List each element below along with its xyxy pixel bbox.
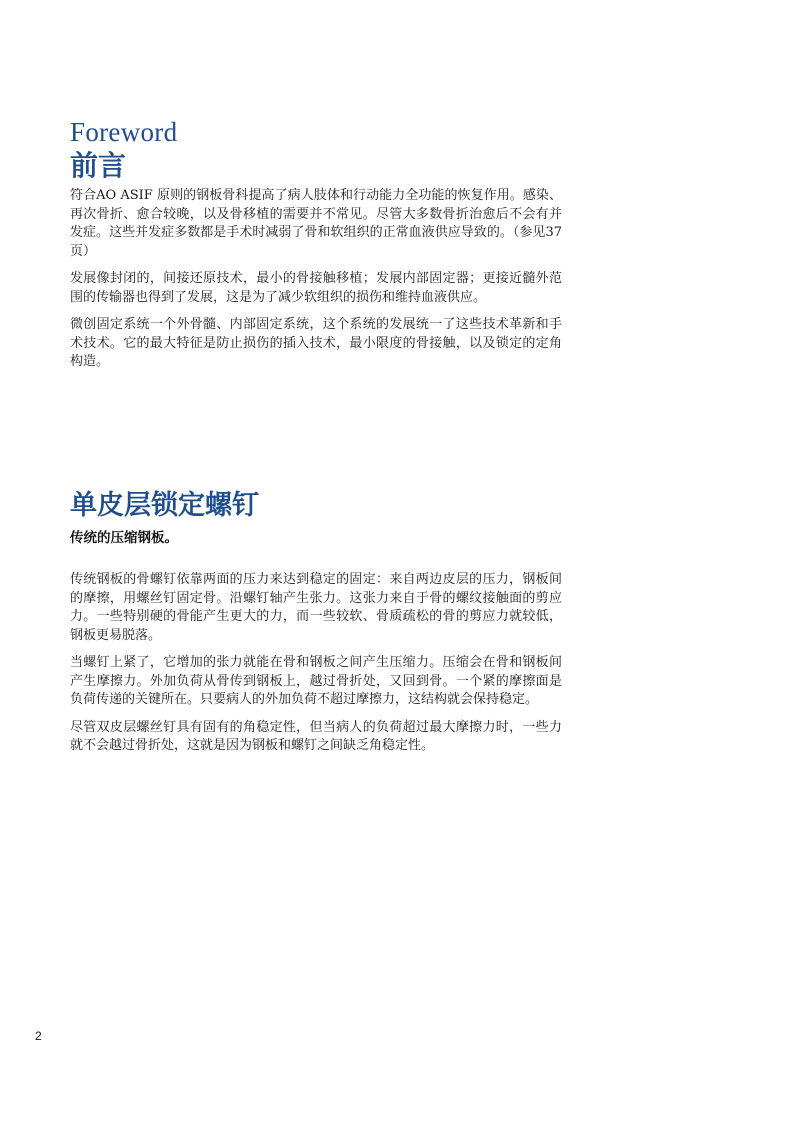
- foreword-title-cn: 前言: [70, 149, 127, 182]
- foreword-paragraph: 微创固定系统一个外骨髓、内部固定系统，这个系统的发展统一了这些技术革新和手术技术。它的最大特征是防止损伤的插入技术，最小限度的骨接触，以及锁定的定角构造。: [70, 317, 562, 369]
- page-number: 2: [35, 1029, 42, 1043]
- section-subtitle: 传统的压缩钢板。: [70, 530, 178, 546]
- section-paragraph: 当螺钉上紧了，它增加的张力就能在骨和钢板之间产生压缩力。压缩会在骨和钢板间产生摩擦力。外加负荷从骨传到钢板上，越过骨折处，又回到骨。一个紧的摩擦面是负荷传递的关键所在。只要病人的外加负荷不超过摩擦力，这结构就会保持稳定。: [70, 655, 562, 707]
- section-paragraph: 尽管双皮层螺丝钉具有固有的角稳定性，但当病人的负荷超过最大摩擦力时，一些力就不会越过骨折处，这就是因为钢板和螺钉之间缺乏角稳定性。: [70, 719, 562, 753]
- section-body: [70, 571, 562, 765]
- section-title: 单皮层锁定螺钉: [70, 490, 259, 521]
- foreword-body: [70, 187, 562, 381]
- section-paragraph: 传统钢板的骨螺钉依靠两面的压力来达到稳定的固定：来自两边皮层的压力，钢板间的摩擦，用螺丝钉固定骨。沿螺钉轴产生张力。这张力来自于骨的螺纹接触面的剪应力。一些特别硬的骨能产生更大的力，而一些较软、骨质疏松的骨的剪应力就较低，钢板更易脱落。: [70, 572, 562, 643]
- foreword-title-en: Foreword: [70, 117, 178, 147]
- foreword-paragraph: 符合AO ASIF 原则的钢板骨科提高了病人肢体和行动能力全功能的恢复作用。感染、再次骨折、愈合较晚，以及骨移植的需要并不常见。尽管大多数骨折治愈后不会有并发症。这些并发症多数都是手术时减弱了骨和软组织的正常血液供应导致的。（参见37页）: [70, 188, 562, 259]
- foreword-paragraph: 发展像封闭的，间接还原技术，最小的骨接触移植；发展内部固定器；更接近髓外范围的传输器也得到了发展，这是为了减少软组织的损伤和维持血液供应。: [70, 271, 562, 305]
